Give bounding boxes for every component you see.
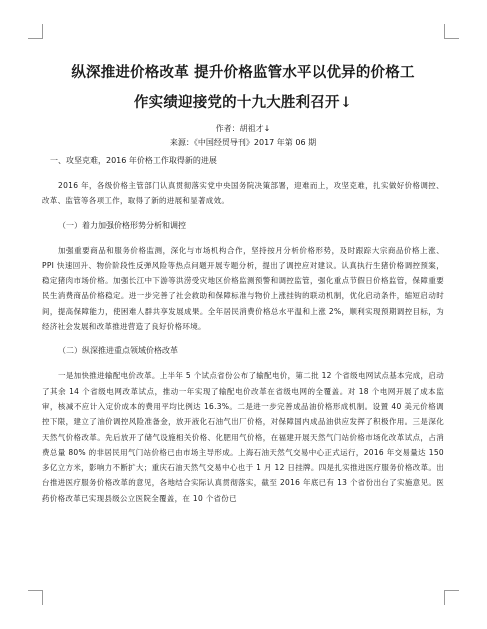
source-line: 来源：《中国经贸导刊》2017 年第 06 期: [169, 138, 317, 147]
page-corner-mark-top-left: [28, 24, 43, 39]
author-line: 作者：胡祖才↓: [215, 124, 271, 133]
page-corner-mark-top-right: [444, 24, 459, 39]
page-corner-mark-bottom-left: [28, 590, 43, 605]
paragraph: 一是加快推进输配电价改革。上半年 5 个试点省份公布了输配电价，第二批 12 个省级电网试点基本完成，启动了其余 14 个省级电网改革试点，推动一年实现了输配电价改革在省级电网的全覆盖。对 18 个电网开展了成本监审，核减不应计入定价成本的费用平均比例达 16.3%。二是进一步完善成品油价格形成机制。设置 40 美元价格调控下限，建立了油价调控风险准备金，放开液化石油气出厂价格，对保障国内成品油供应发挥了积极作用。三是深化天然气价格改革。先后放开了储气设施相关价格、化肥用气价格，在福建开展天然气门站价格市场化改革试点，占消费总量 80% 的非居民用气门站价格已由市场主导形成。上海石油天然气交易中心正式运行，2016 年交易量达 150 多亿立方米，影响力不断扩大；重庆石油天然气交易中心也于 1 月 12 日挂牌。四是扎实推进医疗服务价格改革。出台推进医疗服务价格改革的意见，各地结合实际认真贯彻落实，截至 2016 年底已有 13 个省份出台了实施意见。医药价格改革已实现县级公立医院全覆盖，在 10 个省份已: [42, 371, 444, 503]
subsection-heading: （二）纵深推进重点领域价格改革: [58, 346, 178, 356]
document-title-line-1: 纵深推进价格改革 提升价格监管水平以优异的价格工: [71, 64, 415, 81]
document-title-line-2: 作实绩迎接党的十九大胜利召开↓: [133, 94, 353, 111]
paragraph: 2016 年，各级价格主管部门认真贯彻落实党中央国务院决策部署，迎难而上，攻坚克难，扎实做好价格调控、改革、监管等各项工作，取得了新的进展和显著成效。: [42, 181, 444, 206]
page-corner-mark-bottom-right: [444, 590, 459, 605]
section-heading: 一、攻坚克难，2016 年价格工作取得新的进展: [50, 156, 217, 165]
paragraph: 加强重要商品和服务价格监测，深化与市场机构合作，坚持按月分析价格形势，及时跟踪大宗商品价格上涨、PPI 快速回升、物价阶段性反弹风险等热点问题开展专题分析，提出了调控应对建议。认真执行生猪价格调控预案，稳定猪肉市场价格。加强长江中下游等洪涝受灾地区价格监测预警和调控监管，强化重点节假日价格监管，保障重要民生消费商品价格稳定。进一步完善了社会救助和保障标准与物价上涨挂钩的联动机制，优化启动条件，缩短启动时间，提高保障能力，使困难人群共享发展成果。全年居民消费价格总水平温和上涨 2%，顺利实现预期调控目标，为经济社会发展和改革推进营造了良好价格环境。: [42, 245, 444, 332]
subsection-heading: （一）着力加强价格形势分析和调控: [58, 220, 186, 230]
document-body[interactable]: [42, 58, 444, 506]
